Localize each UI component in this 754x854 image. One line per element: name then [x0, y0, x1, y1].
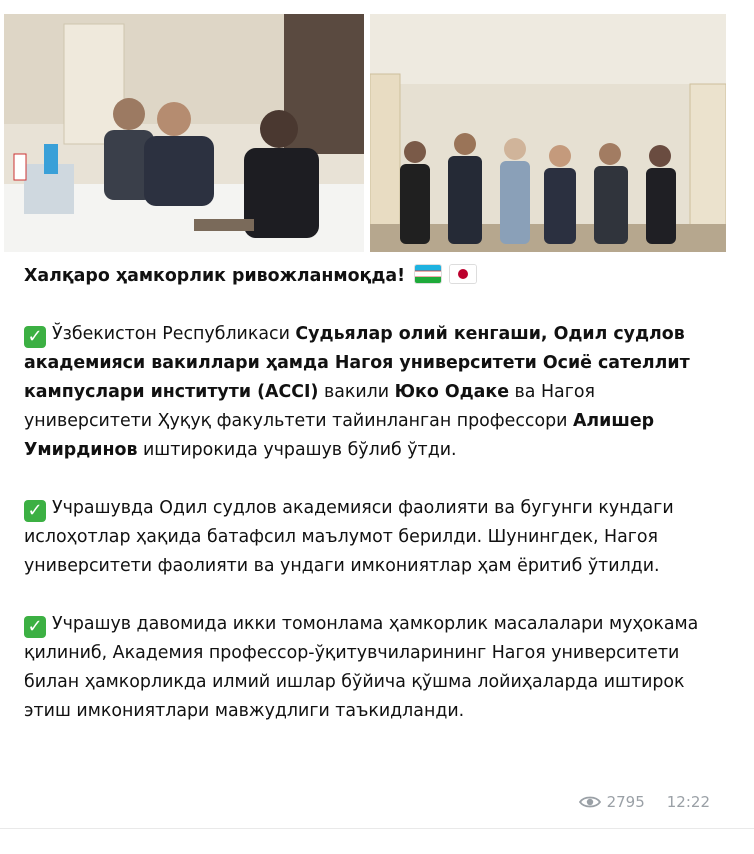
p1-bold-1: Судьялар олий кенгаши, Одил судлов академияси вакиллари ҳамда Нагоя университети Осиё сателлит кампуслари институти (ACCI)	[24, 324, 690, 402]
message-meta	[579, 793, 710, 811]
eye-icon	[579, 795, 601, 809]
p1-text-4: иштирокида учрашув бўлиб ўтди.	[137, 440, 457, 460]
post-title	[24, 262, 724, 291]
view-count: 2795	[606, 793, 645, 811]
p1-text-2: вакили	[318, 382, 395, 402]
p1-bold-3: Алишер Умирдинов	[24, 411, 655, 460]
post-title-text: Халқаро ҳамкорлик ривожланмоқда!	[24, 266, 406, 286]
p1-bold-2: Юко Одаке	[394, 382, 510, 402]
check-mark-icon: ✓	[24, 326, 46, 348]
photo-album[interactable]	[4, 14, 726, 252]
message-caption	[24, 262, 724, 726]
uzbekistan-flag-icon	[415, 265, 441, 283]
p3-text: Учрашув давомида икки томонлама ҳамкорлик масалалари муҳокама қилиниб, Академия профессор-ўқитувчиларининг Нагоя университети билан ҳамкорликда илмий ишлар бўйича қўшма лойиҳаларда иштирок этиш имкониятлари мавжудлиги таъкидланди.	[24, 614, 699, 721]
photo-group[interactable]	[370, 14, 726, 252]
check-mark-icon: ✓	[24, 616, 46, 638]
p1-text-3: ва Нагоя университети Ҳуқуқ факультети тайинланган профессори	[24, 382, 595, 431]
check-mark-icon: ✓	[24, 500, 46, 522]
p1-text-1: Ўзбекистон Республикаси	[52, 324, 296, 344]
paragraph-2	[24, 494, 724, 581]
bottom-area	[0, 828, 754, 854]
message-time: 12:22	[666, 793, 710, 811]
paragraph-3	[24, 610, 724, 726]
japan-flag-icon	[450, 265, 476, 283]
p2-text: Учрашувда Одил судлов академияси фаолияти ва бугунги кундаги ислоҳотлар ҳақида батафсил маълумот берилди. Шунингдек, Нагоя университети фаолияти ва ундаги имкониятлар ҳам ёритиб ўтилди.	[24, 498, 674, 576]
paragraph-1	[24, 320, 724, 465]
photo-meeting-table[interactable]	[4, 14, 364, 252]
